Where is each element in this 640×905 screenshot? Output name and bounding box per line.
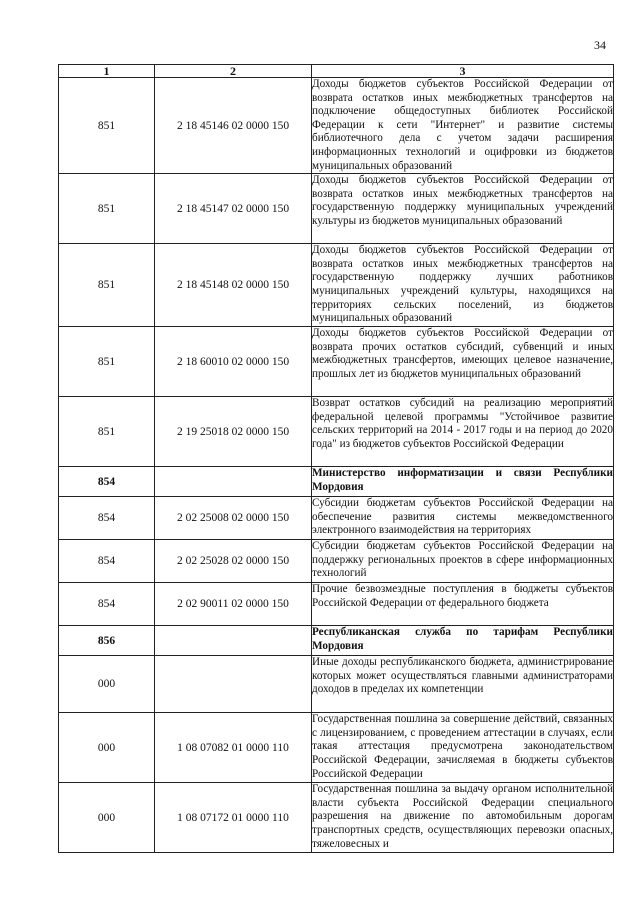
header-col-3: 3 [312, 65, 614, 78]
admin-code: 000 [59, 656, 155, 713]
table-row [59, 626, 614, 656]
table-row [59, 467, 614, 497]
admin-code: 851 [59, 174, 155, 244]
revenue-code [155, 626, 312, 656]
table-row [59, 397, 614, 467]
revenue-description: Государственная пошлина за совершение действий, связанных с лицензированием, с проведением аттестации в случаях, если такая аттестация предусмотрена законодательством Российской Федерации, зачисляемая в бюджеты субъектов Российской Федерации [312, 713, 614, 783]
revenue-codes-table [58, 64, 614, 853]
revenue-code: 2 18 45147 02 0000 150 [155, 174, 312, 244]
header-col-1: 1 [59, 65, 155, 78]
admin-code: 854 [59, 540, 155, 583]
revenue-code [155, 656, 312, 713]
table-row [59, 656, 614, 713]
revenue-code: 2 02 25008 02 0000 150 [155, 497, 312, 540]
table-row [59, 713, 614, 783]
admin-code: 854 [59, 497, 155, 540]
revenue-code: 2 19 25018 02 0000 150 [155, 397, 312, 467]
revenue-description: Доходы бюджетов субъектов Российской Федерации от возврата прочих остатков субсидий, субвенций и иных межбюджетных трансфертов, имеющих целевое назначение, прошлых лет из бюджетов муниципальных образований [312, 327, 614, 397]
revenue-code: 2 02 90011 02 0000 150 [155, 583, 312, 626]
admin-code: 851 [59, 327, 155, 397]
revenue-code: 2 02 25028 02 0000 150 [155, 540, 312, 583]
admin-code: 000 [59, 713, 155, 783]
table-row [59, 540, 614, 583]
revenue-code: 1 08 07172 01 0000 110 [155, 783, 312, 853]
table-row [59, 327, 614, 397]
admin-code: 851 [59, 397, 155, 467]
administrator-name: Республиканская служба по тарифам Республики Мордовия [312, 626, 614, 656]
table-row [59, 783, 614, 853]
admin-code: 854 [59, 467, 155, 497]
revenue-code: 2 18 45146 02 0000 150 [155, 78, 312, 174]
table-row [59, 583, 614, 626]
revenue-code: 2 18 45148 02 0000 150 [155, 244, 312, 327]
header-row [59, 65, 614, 78]
revenue-code: 2 18 60010 02 0000 150 [155, 327, 312, 397]
revenue-description: Прочие безвозмездные поступления в бюджеты субъектов Российской Федерации от федерального бюджета [312, 583, 614, 626]
admin-code: 000 [59, 783, 155, 853]
revenue-code [155, 467, 312, 497]
revenue-code: 1 08 07082 01 0000 110 [155, 713, 312, 783]
table-row [59, 497, 614, 540]
revenue-description: Субсидии бюджетам субъектов Российской Федерации на поддержку региональных проектов в сфере информационных технологий [312, 540, 614, 583]
revenue-description: Иные доходы республиканского бюджета, администрирование которых может осуществляться главными администраторами доходов в пределах их компетенции [312, 656, 614, 713]
revenue-description: Субсидии бюджетам субъектов Российской Федерации на обеспечение развития системы межведомственного электронного взаимодействия на территориях [312, 497, 614, 540]
revenue-description: Доходы бюджетов субъектов Российской Федерации от возврата остатков иных межбюджетных трансфертов на государственную поддержку муниципальных учреждений культуры из бюджетов муниципальных образований [312, 174, 614, 244]
admin-code: 854 [59, 583, 155, 626]
table-row [59, 244, 614, 327]
revenue-description: Доходы бюджетов субъектов Российской Федерации от возврата остатков иных межбюджетных трансфертов на подключение общедоступных библиотек Российской Федерации к сети "Интернет" и развитие системы библиотечного дела с учетом задачи расширения информационных технологий и оцифровки из бюджетов муниципальных образований [312, 78, 614, 174]
table-row [59, 174, 614, 244]
revenue-description: Доходы бюджетов субъектов Российской Федерации от возврата остатков иных межбюджетных трансфертов на государственную поддержку лучших работников муниципальных учреждений культуры, находящихся на территориях сельских поселений, из бюджетов муниципальных образований [312, 244, 614, 327]
table-row [59, 78, 614, 174]
admin-code: 851 [59, 78, 155, 174]
revenue-description: Возврат остатков субсидий на реализацию мероприятий федеральной целевой программы "Устойчивое развитие сельских территорий на 2014 - 2017 годы и на период до 2020 года" из бюджетов субъектов Российской Федерации [312, 397, 614, 467]
admin-code: 851 [59, 244, 155, 327]
admin-code: 856 [59, 626, 155, 656]
administrator-name: Министерство информатизации и связи Республики Мордовия [312, 467, 614, 497]
page-number: 34 [594, 38, 606, 52]
header-col-2: 2 [155, 65, 312, 78]
revenue-description: Государственная пошлина за выдачу органом исполнительной власти субъекта Российской Федерации специального разрешения на движение по автомобильным дорогам транспортных средств, осуществляющих перевозки опасных, тяжеловесных и [312, 783, 614, 853]
